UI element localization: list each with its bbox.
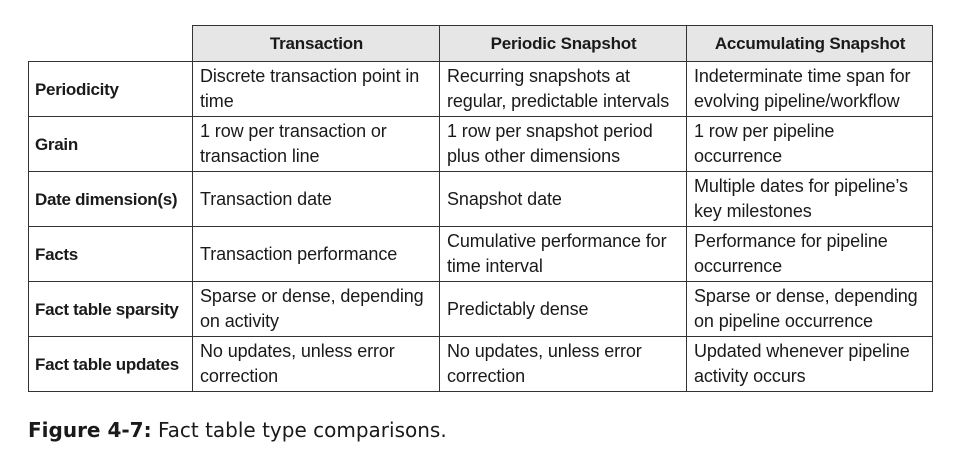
figure-caption: [28, 418, 447, 442]
table-cell: No updates, unless error correction: [193, 337, 440, 392]
header-transaction: Transaction: [193, 26, 440, 62]
table-cell: Indeterminate time span for evolving pipeline/workflow: [687, 62, 933, 117]
table-cell: 1 row per transaction or transaction line: [193, 117, 440, 172]
table-cell: 1 row per pipeline occurrence: [687, 117, 933, 172]
row-label-fact-table-sparsity: Fact table sparsity: [29, 282, 193, 337]
row-label-fact-table-updates: Fact table updates: [29, 337, 193, 392]
table-row-fact-table-updates: [29, 337, 933, 392]
table-cell: Recurring snapshots at regular, predictable intervals: [440, 62, 687, 117]
table-cell: Transaction performance: [193, 227, 440, 282]
table-row-grain: [29, 117, 933, 172]
figure-label: Figure 4-7:: [28, 418, 152, 442]
table-cell: Transaction date: [193, 172, 440, 227]
table-row-date-dimensions: [29, 172, 933, 227]
header-row: [29, 26, 933, 62]
header-accumulating-snapshot: Accumulating Snapshot: [687, 26, 933, 62]
table-cell: Sparse or dense, depending on activity: [193, 282, 440, 337]
header-periodic-snapshot: Periodic Snapshot: [440, 26, 687, 62]
table-cell: No updates, unless error correction: [440, 337, 687, 392]
table-cell: Discrete transaction point in time: [193, 62, 440, 117]
table-cell: Predictably dense: [440, 282, 687, 337]
header-corner-cell: [29, 26, 193, 62]
table-cell: Updated whenever pipeline activity occurs: [687, 337, 933, 392]
table-row-facts: [29, 227, 933, 282]
table-row-periodicity: [29, 62, 933, 117]
table-cell: Snapshot date: [440, 172, 687, 227]
row-label-periodicity: Periodicity: [29, 62, 193, 117]
table-row-fact-table-sparsity: [29, 282, 933, 337]
fact-table-comparison-table: [28, 25, 933, 392]
row-label-date-dimensions: Date dimension(s): [29, 172, 193, 227]
table-cell: 1 row per snapshot period plus other dimensions: [440, 117, 687, 172]
table-cell: Multiple dates for pipeline’s key milestones: [687, 172, 933, 227]
figure-caption-text: Fact table type comparisons.: [157, 418, 447, 442]
table-cell: Performance for pipeline occurrence: [687, 227, 933, 282]
row-label-grain: Grain: [29, 117, 193, 172]
table-cell: Cumulative performance for time interval: [440, 227, 687, 282]
row-label-facts: Facts: [29, 227, 193, 282]
table-cell: Sparse or dense, depending on pipeline occurrence: [687, 282, 933, 337]
